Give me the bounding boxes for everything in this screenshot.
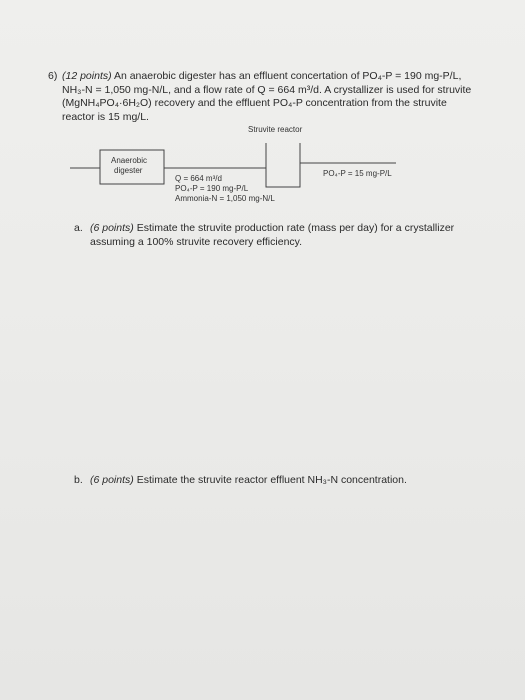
struvite-reactor-vessel [266,143,300,187]
question-line-2: NH₃-N = 1,050 mg-N/L, and a flow rate of Q = 664 m³/d. A crystallizer is used for struvite [62,83,472,96]
influent-ammonia-label: Ammonia-N = 1,050 mg-N/L [175,194,275,203]
part-b-points: (6 points) [90,474,134,486]
struvite-reactor-label: Struvite reactor [248,125,303,134]
part-a-points: (6 points) [90,222,134,234]
influent-phosphate-label: PO₄-P = 190 mg-P/L [175,184,249,193]
question-text-1: An anaerobic digester has an effluent concertation of PO₄-P = 190 mg-P/L, [113,70,462,82]
part-a [74,222,494,249]
part-b-letter: b. [74,474,83,486]
part-b-text: Estimate the struvite reactor effluent NH₃-N concentration. [136,474,407,486]
question-line-3: (MgNH₄PO₄·6H₂O) recovery and the effluent PO₄-P concentration from the struvite [62,97,447,109]
question-line-4: reactor is 15 mg/L. [62,110,149,123]
question-number: 6) [48,70,58,82]
effluent-phosphate-label: PO₄-P = 15 mg-P/L [323,169,392,178]
digester-label-line-1: Anaerobic [111,156,148,165]
flow-rate-label: Q = 664 m³/d [175,174,222,183]
part-a-letter: a. [74,222,83,234]
digester-label-line-2: digester [114,166,143,175]
question-points: (12 points) [62,70,112,82]
part-b [74,474,494,488]
part-a-line-1 [74,222,494,236]
part-a-text-1: Estimate the struvite production rate (mass per day) for a crystallizer [136,222,455,234]
part-a-text-2: assuming a 100% struvite recovery efficiency. [90,235,303,248]
